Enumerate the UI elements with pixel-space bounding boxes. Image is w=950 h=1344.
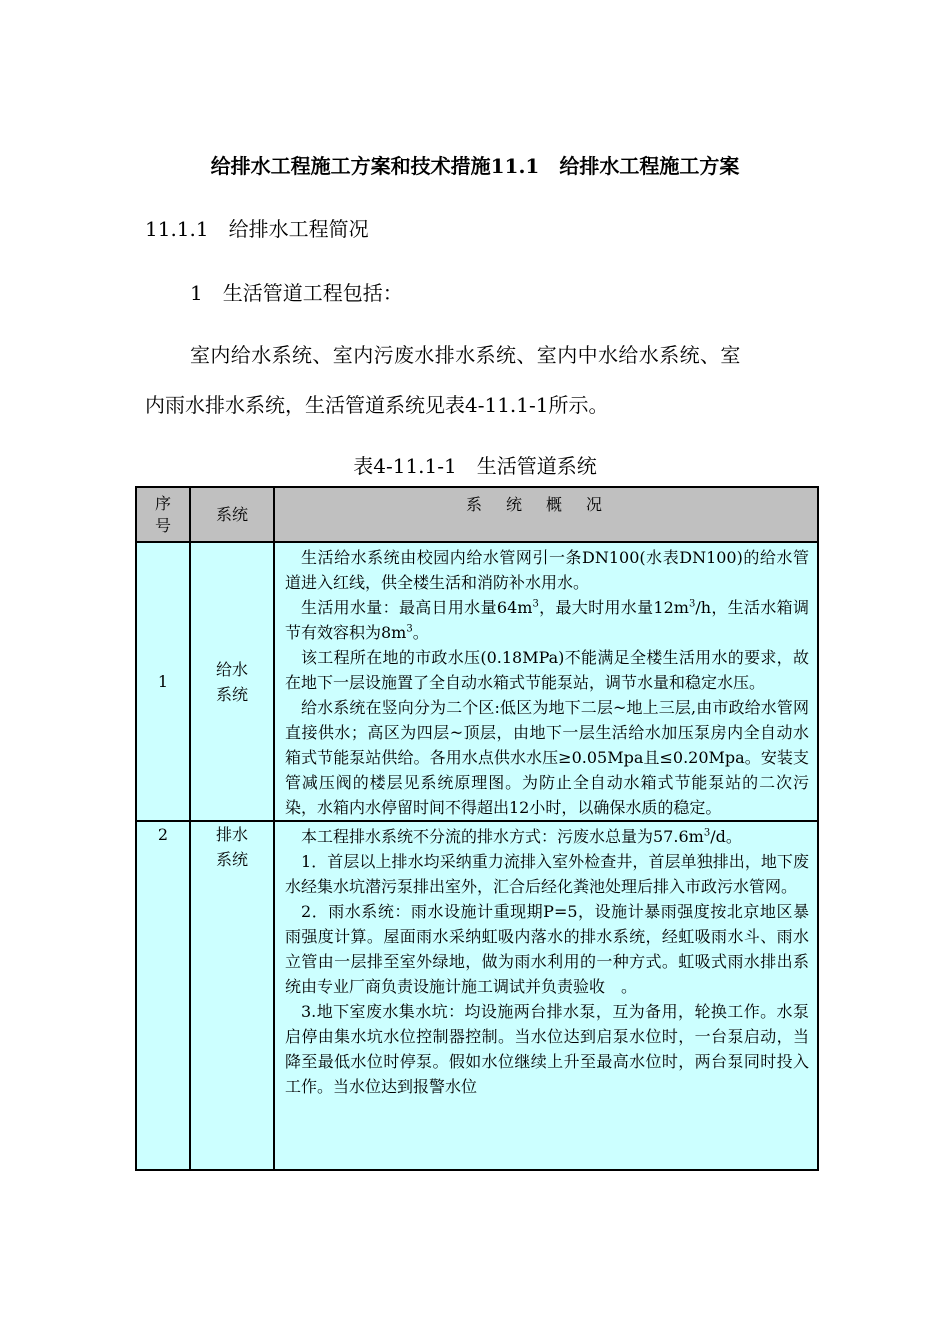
description-paragraph: 本工程排水系统不分流的排水方式：污废水总量为$57.6m^3/d$。 [301, 827, 742, 846]
paragraph-line-1: 室内给水系统、室内污废水排水系统、室内中水给水系统、室 [190, 343, 741, 367]
row-number: 2 [136, 821, 190, 1170]
row-system: 给水 系统 [190, 542, 274, 821]
header-description: 系统概况 [274, 487, 818, 542]
description-paragraph: 该工程所在地的市政水压(0.18MPa)不能满足全楼生活用水的要求，故在地下一层设施置了全自动水箱式节能泵站，调节水量和稳定水压。 [285, 648, 809, 692]
document-title: 给排水工程施工方案和技术措施11.1 给排水工程施工方案 [210, 154, 740, 178]
table-row [136, 821, 818, 1170]
item-heading: 1 生活管道工程包括： [190, 281, 403, 305]
system-table [135, 486, 819, 1171]
table-header-row [136, 487, 818, 542]
row-number: 1 [136, 542, 190, 821]
row-system: 排水 系统 [190, 821, 274, 1170]
description-paragraph: 2．雨水系统：雨水设施计重现期P=5，设施计暴雨强度按北京地区暴雨强度计算。屋面雨水采纳虹吸内落水的排水系统，经虹吸雨水斗、雨水立管由一层排至室外绿地，做为雨水利用的一种方式。虹吸式雨水排出系统由专业厂商负责设施计施工调试并负责验收 。 [285, 902, 809, 996]
row-description [274, 542, 818, 821]
row-description [274, 821, 818, 1170]
description-paragraph: 生活用水量：最高日用水量$64m^3$，最大时用水量$12m^3/h$，生活水箱调节有效容积为$8m^3$。 [285, 598, 809, 642]
section-heading: 11.1.1 给排水工程简况 [145, 217, 369, 241]
description-paragraph: 给水系统在竖向分为二个区:低区为地下二层~地上三层,由市政给水管网直接供水；高区为四层~顶层，由地下一层生活给水加压泵房内全自动水箱式节能泵站供给。各用水点供水水压≥0.05Mpa且≤0.20Mpa。安装支管减压阀的楼层见系统原理图。为防止全自动水箱式节能泵站的二次污染，水箱内水停留时间不得超出12小时，以确保水质的稳定。 [285, 698, 809, 817]
description-paragraph: 生活给水系统由校园内给水管网引一条DN100(水表DN100)的给水管道进入红线，供全楼生活和消防补水用水。 [285, 548, 809, 592]
table-caption: 表4-11.1-1 生活管道系统 [353, 454, 597, 478]
header-system: 系统 [190, 487, 274, 542]
paragraph-line-2: 内雨水排水系统，生活管道系统见表4-11.1-1所示。 [145, 393, 609, 417]
description-paragraph: 1．首层以上排水均采纳重力流排入室外检查井，首层单独排出，地下废水经集水坑潜污泵排出室外，汇合后经化粪池处理后排入市政污水管网。 [285, 852, 809, 896]
header-number: 序 号 [136, 487, 190, 542]
table-row [136, 542, 818, 821]
description-paragraph: 3.地下室废水集水坑：均设施两台排水泵，互为备用，轮换工作。水泵启停由集水坑水位控制器控制。当水位达到启泵水位时，一台泵启动，当降至最低水位时停泵。假如水位继续上升至最高水位时，两台泵同时投入工作。当水位达到报警水位 [285, 1002, 809, 1096]
